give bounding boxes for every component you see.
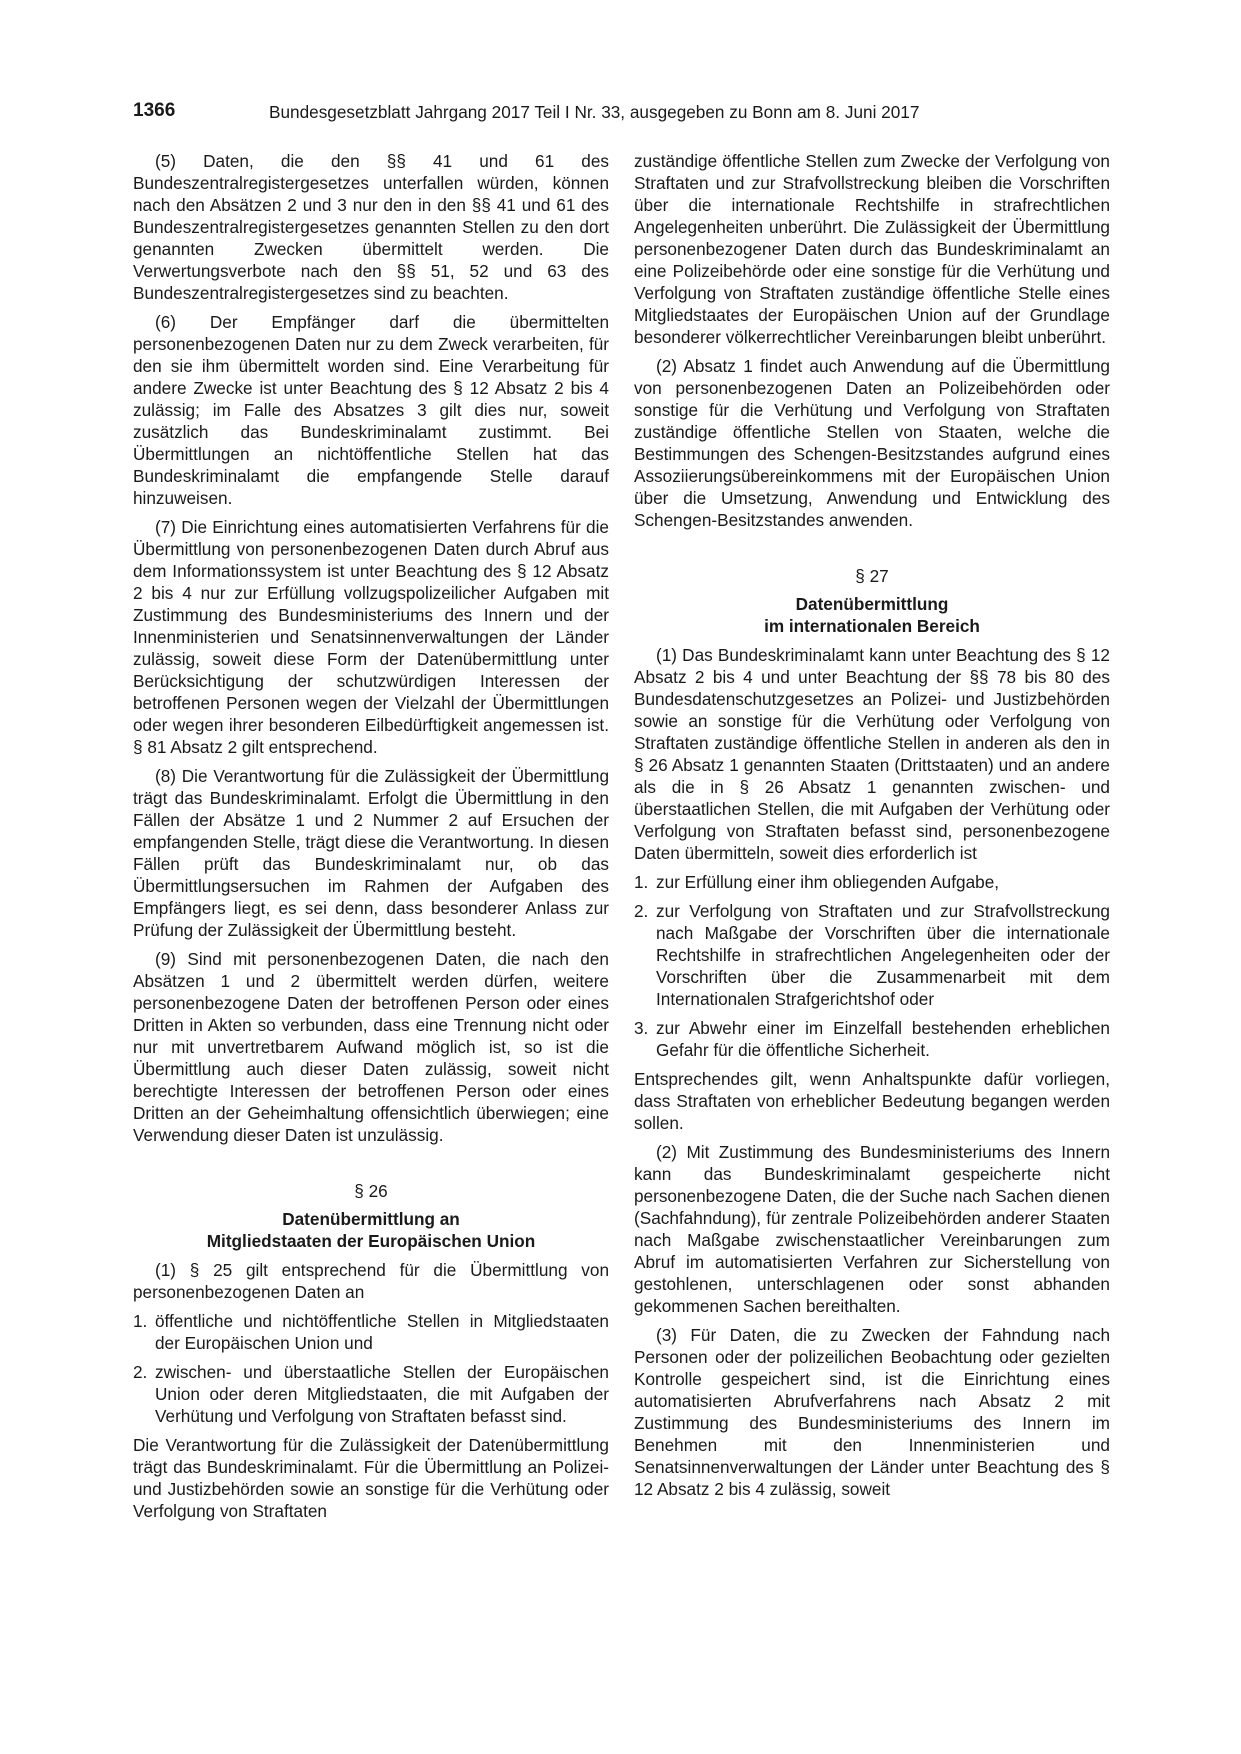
paragraph: (6) Der Empfänger darf die übermittelten personenbezogenen Daten nur zu dem Zweck verarbeiten, für den sie ihm übermittelt worden sind. Eine Verarbeitung für andere Zwecke ist unter Beachtung des § 12 Absatz 2 bis 4 zulässig; im Falle des Absatzes 3 gilt dies nur, soweit zusätzlich das Bundeskriminalamt zustimmt. Bei Übermittlungen an nichtöffentliche Stellen hat das Bundeskriminalamt die empfangende Stelle darauf hinzuweisen. xyxy=(133,312,609,508)
list-item-text: zwischen- und überstaatliche Stellen der Europäischen Union oder deren Mitgliedstaaten, die mit Aufgaben der Verhütung und Verfolgung von Straftaten befasst sind. xyxy=(155,1362,609,1426)
paragraph: (8) Die Verantwortung für die Zulässigkeit der Übermittlung trägt das Bundeskriminalamt. Erfolgt die Übermittlung in den Fällen der Absätze 1 und 2 Nummer 2 auf Ersuchen der empfangenden Stelle, trägt diese die Verantwortung. In diesen Fällen prüft das Bundeskriminalamt nur, ob das Übermittlungsersuchen im Rahmen der Aufgaben des Empfängers liegt, es sei denn, dass besonderer Anlass zur Prüfung der Zulässigkeit der Übermittlung besteht. xyxy=(133,766,609,940)
list-item-number: 2. xyxy=(133,1362,148,1382)
paragraph: (3) Für Daten, die zu Zwecken der Fahndung nach Personen oder der polizeilichen Beobachtung oder gezielten Kontrolle gespeichert sind, ist die Einrichtung eines automatisierten Abrufverfahrens nach Absatz 2 mit Zustimmung des Bundesministeriums des Innern im Benehmen mit den Innenministerien und Senatsinnenverwaltungen der Länder unter Beachtung des § 12 Absatz 2 bis 4 zulässig, soweit xyxy=(634,1325,1110,1499)
paragraph: (5) Daten, die den §§ 41 und 61 des Bundeszentralregistergesetzes unterfallen würden, können nach den Absätzen 2 und 3 nur den in den §§ 41 und 61 des Bundeszentralregistergesetzes genannten Stellen zu den dort genannten Zwecken übermittelt werden. Die Verwertungsverbote nach den §§ 51, 52 und 63 des Bundeszentralregistergesetzes sind zu beachten. xyxy=(133,151,609,303)
page-header xyxy=(133,100,1103,124)
list-item xyxy=(133,1310,609,1354)
section-title-line: Datenübermittlung an xyxy=(282,1209,460,1229)
right-column xyxy=(634,150,1110,1507)
paragraph: (2) Absatz 1 findet auch Anwendung auf die Übermittlung von personenbezogenen Daten an Polizeibehörden oder sonstige für die Verhütung und Verfolgung von Straftaten zuständige öffentliche Stellen von Staaten, welche die Bestimmungen des Schengen-Besitzstandes aufgrund eines Assoziierungsübereinkommens mit der Europäischen Union über die Umsetzung, Anwendung und Entwicklung des Schengen-Besitzstandes anwenden. xyxy=(634,356,1110,530)
paragraph: (9) Sind mit personenbezogenen Daten, die nach den Absätzen 1 und 2 übermittelt werden dürfen, weitere personenbezogene Daten der betroffenen Person oder eines Dritten in Akten so verbunden, dass eine Trennung nicht oder nur mit unvertretbarem Aufwand möglich ist, so ist die Übermittlung auch dieser Daten zulässig, soweit nicht berechtigte Interessen der betroffenen Person oder eines Dritten an der Geheimhaltung offensichtlich überwiegen; eine Verwendung dieser Daten ist unzulässig. xyxy=(133,949,609,1145)
paragraph: Die Verantwortung für die Zulässigkeit der Datenübermittlung trägt das Bundeskriminalamt. Für die Übermittlung an Polizei- und Justizbehörden sowie an sonstige für die Verhütung oder Verfolgung von Straftaten xyxy=(133,1435,609,1521)
list-item-number: 2. xyxy=(634,901,649,921)
list-item-number: 1. xyxy=(634,872,649,892)
numbered-list xyxy=(634,871,1110,1061)
list-item xyxy=(133,1361,609,1427)
numbered-list xyxy=(133,1310,609,1427)
section-number: § 27 xyxy=(855,566,889,586)
list-item-text: zur Abwehr einer im Einzelfall bestehenden erheblichen Gefahr für die öffentliche Sicherheit. xyxy=(656,1018,1110,1060)
section-title xyxy=(634,593,1110,637)
paragraph: Entsprechendes gilt, wenn Anhaltspunkte dafür vorliegen, dass Straftaten von erheblicher Bedeutung begangen werden sollen. xyxy=(634,1069,1110,1133)
list-item-number: 1. xyxy=(133,1311,148,1331)
paragraph: (1) Das Bundeskriminalamt kann unter Beachtung des § 12 Absatz 2 bis 4 und unter Beachtung der §§ 78 bis 80 des Bundesdatenschutzgesetzes an Polizei- und Justizbehörden sowie an sonstige für die Verhütung oder Verfolgung von Straftaten zuständige öffentliche Stellen in anderen als den in § 26 Absatz 1 genannten Staaten (Drittstaaten) und an andere als die in § 26 Absatz 1 genannten zwischen- und überstaatlichen Stellen, die mit Aufgaben der Verhütung oder Verfolgung von Straftaten befasst sind, personenbezogene Daten übermitteln, soweit dies erforderlich ist xyxy=(634,645,1110,863)
section-number: § 26 xyxy=(354,1181,388,1201)
paragraph: (2) Mit Zustimmung des Bundesministeriums des Innern kann das Bundeskriminalamt gespeicherte nicht personenbezogene Daten, die der Suche nach Sachen dienen (Sachfahndung), für zentrale Polizeibehörden anderer Staaten nach Maßgabe zwischenstaatlicher Vereinbarungen zum Abruf im automatisierten Verfahren zur Sicherstellung von gestohlenen, unterschlagenen oder sonst abhanden gekommenen Sachen bereithalten. xyxy=(634,1142,1110,1316)
list-item xyxy=(634,871,1110,893)
section-title-line: Datenübermittlung xyxy=(795,594,949,614)
running-title: Bundesgesetzblatt Jahrgang 2017 Teil I Nr. 33, ausgegeben zu Bonn am 8. Juni 2017 xyxy=(269,102,920,122)
section-title-line: Mitgliedstaaten der Europäischen Union xyxy=(206,1231,536,1251)
list-item-number: 3. xyxy=(634,1018,649,1038)
section-title xyxy=(133,1208,609,1252)
page-number: 1366 xyxy=(133,100,176,121)
list-item-text: zur Verfolgung von Straftaten und zur Strafvollstreckung nach Maßgabe der Vorschriften über die internationale Rechtshilfe in strafrechtlichen Angelegenheiten oder der Vorschriften über die Zusammenarbeit mit dem Internationalen Strafgerichtshof oder xyxy=(656,901,1110,1009)
paragraph: zuständige öffentliche Stellen zum Zwecke der Verfolgung von Straftaten und zur Strafvollstreckung bleiben die Vorschriften über die internationale Rechtshilfe in strafrechtlichen Angelegenheiten unberührt. Die Zulässigkeit der Übermittlung personenbezogener Daten durch das Bundeskriminalamt an eine Polizeibehörde oder eine sonstige für die Verhütung und Verfolgung von Straftaten zuständige öffentliche Stelle eines Mitgliedstaates der Europäischen Union auf der Grundlage besonderer völkerrechtlicher Vereinbarungen bleibt unberührt. xyxy=(634,151,1110,347)
list-item-text: zur Erfüllung einer ihm obliegenden Aufgabe, xyxy=(656,872,1000,892)
paragraph: (1) § 25 gilt entsprechend für die Übermittlung von personenbezogenen Daten an xyxy=(133,1260,609,1302)
list-item xyxy=(634,1017,1110,1061)
paragraph: (7) Die Einrichtung eines automatisierten Verfahrens für die Übermittlung von personenbezogenen Daten durch Abruf aus dem Informationssystem ist unter Beachtung des § 12 Absatz 2 bis 4 nur zur Erfüllung vollzugspolizeilicher Aufgaben mit Zustimmung des Bundesministeriums des Innern und der Innenministerien und Senatsinnenverwaltungen der Länder zulässig, soweit diese Form der Datenübermittlung unter Berücksichtigung der schutzwürdigen Interessen der betroffenen Personen wegen der Vielzahl der Übermittlungen oder wegen ihrer besonderen Eilbedürftigkeit angemessen ist. § 81 Absatz 2 gilt entsprechend. xyxy=(133,517,609,757)
left-column xyxy=(133,150,609,1529)
list-item xyxy=(634,900,1110,1010)
list-item-text: öffentliche und nichtöffentliche Stellen in Mitgliedstaaten der Europäischen Union und xyxy=(155,1311,609,1353)
section-title-line: im internationalen Bereich xyxy=(764,616,980,636)
